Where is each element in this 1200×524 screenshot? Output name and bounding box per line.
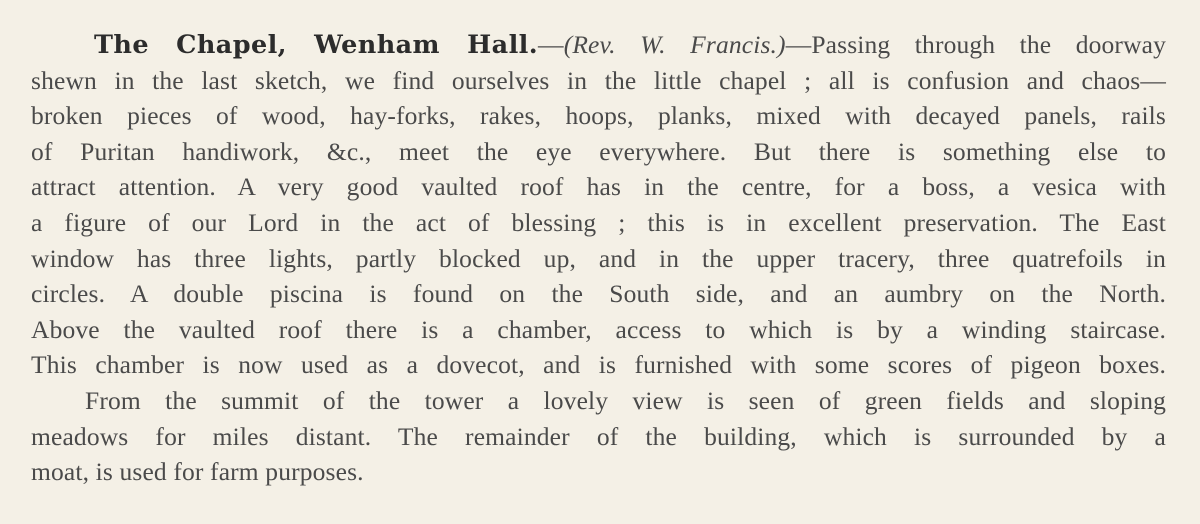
paragraph-2-line-2: meadows for miles distant. The remainder of the building, which is surrounded by a	[31, 421, 1166, 451]
article-title: The Chapel, Wenham Hall.	[94, 30, 539, 60]
paragraph-1-line-1	[31, 27, 1166, 63]
title-dash: —	[538, 30, 564, 59]
paragraph-1-line-3: broken pieces of wood, hay-forks, rakes, hoops, planks, mixed with decayed panels, rails	[31, 101, 1166, 131]
paragraph-1-line-9: Above the vaulted roof there is a chamber, access to which is by a winding staircase.	[31, 314, 1166, 344]
paragraph-1-line-1-text: —Passing through the doorway	[785, 30, 1167, 59]
paragraph-1-line-7: window has three lights, partly blocked up, and in the upper tracery, three quatrefoils in	[31, 243, 1166, 273]
paragraph-2-line-1: From the summit of the tower a lovely view is seen of green fields and sloping	[85, 385, 1166, 415]
paragraph-1-line-2: shewn in the last sketch, we find ourselves in the little chapel ; all is confusion and chaos—	[31, 65, 1166, 95]
paragraph-1-line-4: of Puritan handiwork, &c., meet the eye everywhere. But there is something else to	[31, 136, 1166, 166]
paragraph-1-line-5: attract attention. A very good vaulted roof has in the centre, for a boss, a vesica with	[31, 172, 1166, 202]
article-author: (Rev. W. Francis.)	[563, 30, 786, 59]
paragraph-2-line-3: moat, is used for farm purposes.	[31, 457, 364, 487]
paragraph-1-line-6: a figure of our Lord in the act of blessing ; this is in excellent preservation. The East	[31, 207, 1166, 237]
paragraph-1-line-10: This chamber is now used as a dovecot, and is furnished with some scores of pigeon boxes.	[31, 350, 1166, 380]
paragraph-1-line-8: circles. A double piscina is found on the South side, and an aumbry on the North.	[31, 279, 1166, 309]
